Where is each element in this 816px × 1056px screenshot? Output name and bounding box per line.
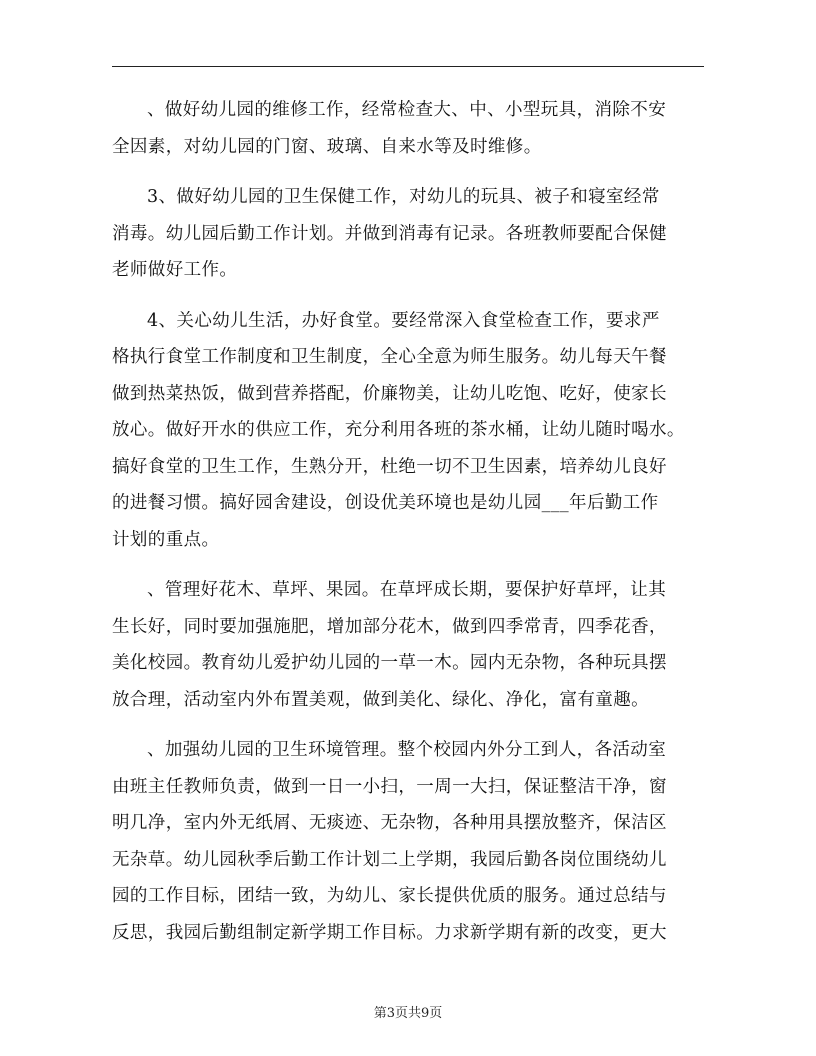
paragraph-canteen <box>112 303 704 559</box>
paragraph-line: 、做好幼儿园的维修工作，经常检查大、中、小型玩具，消除不安 <box>147 100 667 120</box>
paragraph-line: 反思，我园后勤组制定新学期工作目标。力求新学期有新的改变，更大 <box>112 922 667 943</box>
paragraph-line: 、加强幼儿园的卫生环境管理。整个校园内外分工到人，各活动室 <box>147 740 667 760</box>
paragraph-line: 全因素，对幼儿园的门窗、玻璃、自来水等及时维修。 <box>112 136 542 157</box>
paragraph-line: 老师做好工作。 <box>112 260 238 280</box>
paragraph-line: 计划的重点。 <box>112 529 220 550</box>
paragraph-line: 格执行食堂工作制度和卫生制度，全心全意为师生服务。幼儿每天午餐 <box>112 347 667 367</box>
paragraph-line: 美化校园。教育幼儿爱护幼儿园的一草一木。园内无杂物，各种玩具摆 <box>112 653 667 673</box>
paragraph-health-care <box>112 179 704 289</box>
document-body <box>112 92 704 965</box>
paragraph-environment <box>112 732 704 951</box>
paragraph-line: 消毒。幼儿园后勤工作计划。并做到消毒有记录。各班教师要配合保健 <box>112 223 667 244</box>
paragraph-line: 、管理好花木、草坪、果园。在草坪成长期，要保护好草坪，让其 <box>147 580 667 600</box>
paragraph-line: 由班主任教师负责，做到一日一小扫，一周一大扫，保证整洁干净，窗 <box>112 776 667 797</box>
paragraph-line: 做到热菜热饭，做到营养搭配，价廉物美，让幼儿吃饱、吃好，使家长 <box>112 383 667 404</box>
paragraph-line: 3、做好幼儿园的卫生保健工作，对幼儿的玩具、被子和寝室经常 <box>147 187 660 207</box>
paragraph-line: 搞好食堂的卫生工作，生熟分开，杜绝一切不卫生因素，培养幼儿良好 <box>112 456 667 477</box>
page-number: 第3页共9页 <box>373 1006 443 1021</box>
paragraph-gardens <box>112 572 704 718</box>
paragraph-line: 放合理，活动室内外布置美观，做到美化、绿化、净化，富有童趣。 <box>112 689 649 710</box>
paragraph-line: 园的工作目标，团结一致，为幼儿、家长提供优质的服务。通过总结与 <box>112 886 667 906</box>
paragraph-line: 明几净，室内外无纸屑、无痰迹、无杂物，各种用具摆放整齐，保洁区 <box>112 813 667 833</box>
header-rule <box>112 66 704 67</box>
paragraph-line: 无杂草。幼儿园秋季后勤工作计划二上学期，我园后勤各岗位围绕幼儿 <box>112 849 667 870</box>
paragraph-maintenance <box>112 92 704 165</box>
paragraph-line: 放心。做好开水的供应工作，充分利用各班的茶水桶，让幼儿随时喝水。 <box>112 420 685 440</box>
paragraph-line: 4、关心幼儿生活，办好食堂。要经常深入食堂检查工作，要求严 <box>147 310 660 331</box>
paragraph-line: 的进餐习惯。搞好园舍建设，创设优美环境也是幼儿园___年后勤工作 <box>112 493 659 513</box>
paragraph-line: 生长好，同时要加强施肥，增加部分花木，做到四季常青，四季花香， <box>112 616 667 637</box>
